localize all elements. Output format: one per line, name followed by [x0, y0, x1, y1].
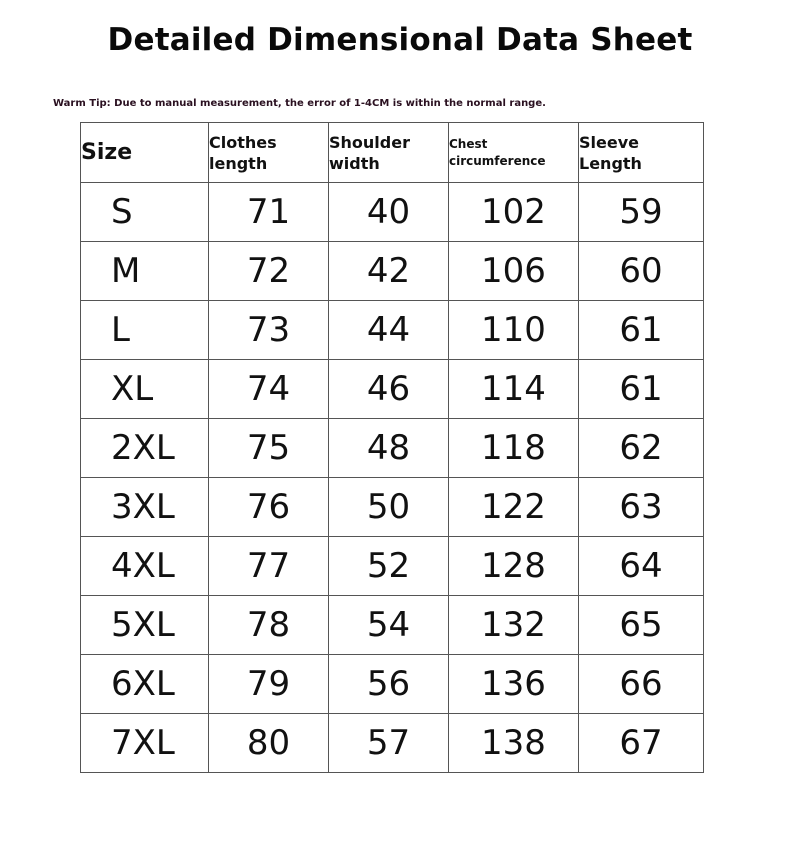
shoulder-width-cell: 52 — [329, 537, 449, 596]
header-size-label: Size — [81, 140, 133, 165]
clothes-length-cell: 79 — [209, 655, 329, 714]
page-title: Detailed Dimensional Data Sheet — [107, 22, 693, 58]
table-row — [81, 183, 704, 242]
size-cell: 2XL — [81, 419, 209, 478]
header-chest-line2: circumference — [449, 153, 546, 168]
sleeve-length-cell: 59 — [579, 183, 704, 242]
header-sleeve-length-line1: Sleeve — [579, 132, 639, 152]
sleeve-length-cell: 67 — [579, 714, 704, 773]
header-sleeve-length — [579, 123, 704, 183]
clothes-length-cell: 72 — [209, 242, 329, 301]
table-row — [81, 655, 704, 714]
shoulder-width-cell: 57 — [329, 714, 449, 773]
clothes-length-cell: 71 — [209, 183, 329, 242]
size-cell: 6XL — [81, 655, 209, 714]
clothes-length-cell: 74 — [209, 360, 329, 419]
table-row — [81, 419, 704, 478]
shoulder-width-cell: 44 — [329, 301, 449, 360]
sleeve-length-cell: 60 — [579, 242, 704, 301]
size-table — [80, 122, 704, 773]
table-header-row — [81, 123, 704, 183]
size-cell: L — [81, 301, 209, 360]
chest-circumference-cell: 114 — [449, 360, 579, 419]
size-cell: 4XL — [81, 537, 209, 596]
chest-circumference-cell: 102 — [449, 183, 579, 242]
chest-circumference-cell: 128 — [449, 537, 579, 596]
chest-circumference-cell: 136 — [449, 655, 579, 714]
clothes-length-cell: 73 — [209, 301, 329, 360]
sleeve-length-cell: 65 — [579, 596, 704, 655]
chest-circumference-cell: 122 — [449, 478, 579, 537]
sleeve-length-cell: 64 — [579, 537, 704, 596]
clothes-length-cell: 75 — [209, 419, 329, 478]
chest-circumference-cell: 110 — [449, 301, 579, 360]
table-row — [81, 478, 704, 537]
chest-circumference-cell: 106 — [449, 242, 579, 301]
header-size — [81, 123, 209, 183]
sleeve-length-cell: 66 — [579, 655, 704, 714]
size-cell: 3XL — [81, 478, 209, 537]
table-row — [81, 596, 704, 655]
sleeve-length-cell: 63 — [579, 478, 704, 537]
shoulder-width-cell: 42 — [329, 242, 449, 301]
header-clothes-length-line1: Clothes — [209, 132, 277, 152]
header-shoulder-width — [329, 123, 449, 183]
header-chest-circumference — [449, 123, 579, 183]
clothes-length-cell: 78 — [209, 596, 329, 655]
size-cell: 7XL — [81, 714, 209, 773]
header-chest-line1: Chest — [449, 136, 488, 151]
table-row — [81, 714, 704, 773]
size-cell: M — [81, 242, 209, 301]
table-row — [81, 537, 704, 596]
clothes-length-cell: 77 — [209, 537, 329, 596]
shoulder-width-cell: 40 — [329, 183, 449, 242]
header-clothes-length-line2: length — [209, 153, 268, 173]
warm-tip-note: Warm Tip: Due to manual measurement, the error of 1-4CM is within the normal range. — [53, 98, 546, 109]
shoulder-width-cell: 54 — [329, 596, 449, 655]
sleeve-length-cell: 61 — [579, 301, 704, 360]
chest-circumference-cell: 132 — [449, 596, 579, 655]
sleeve-length-cell: 62 — [579, 419, 704, 478]
table-row — [81, 301, 704, 360]
size-cell: XL — [81, 360, 209, 419]
header-shoulder-width-line1: Shoulder — [329, 132, 410, 152]
header-shoulder-width-line2: width — [329, 153, 380, 173]
clothes-length-cell: 76 — [209, 478, 329, 537]
table-row — [81, 360, 704, 419]
shoulder-width-cell: 50 — [329, 478, 449, 537]
table-row — [81, 242, 704, 301]
sleeve-length-cell: 61 — [579, 360, 704, 419]
chest-circumference-cell: 118 — [449, 419, 579, 478]
size-cell: S — [81, 183, 209, 242]
shoulder-width-cell: 48 — [329, 419, 449, 478]
shoulder-width-cell: 46 — [329, 360, 449, 419]
header-clothes-length — [209, 123, 329, 183]
header-sleeve-length-line2: Length — [579, 153, 642, 173]
chest-circumference-cell: 138 — [449, 714, 579, 773]
size-cell: 5XL — [81, 596, 209, 655]
clothes-length-cell: 80 — [209, 714, 329, 773]
shoulder-width-cell: 56 — [329, 655, 449, 714]
